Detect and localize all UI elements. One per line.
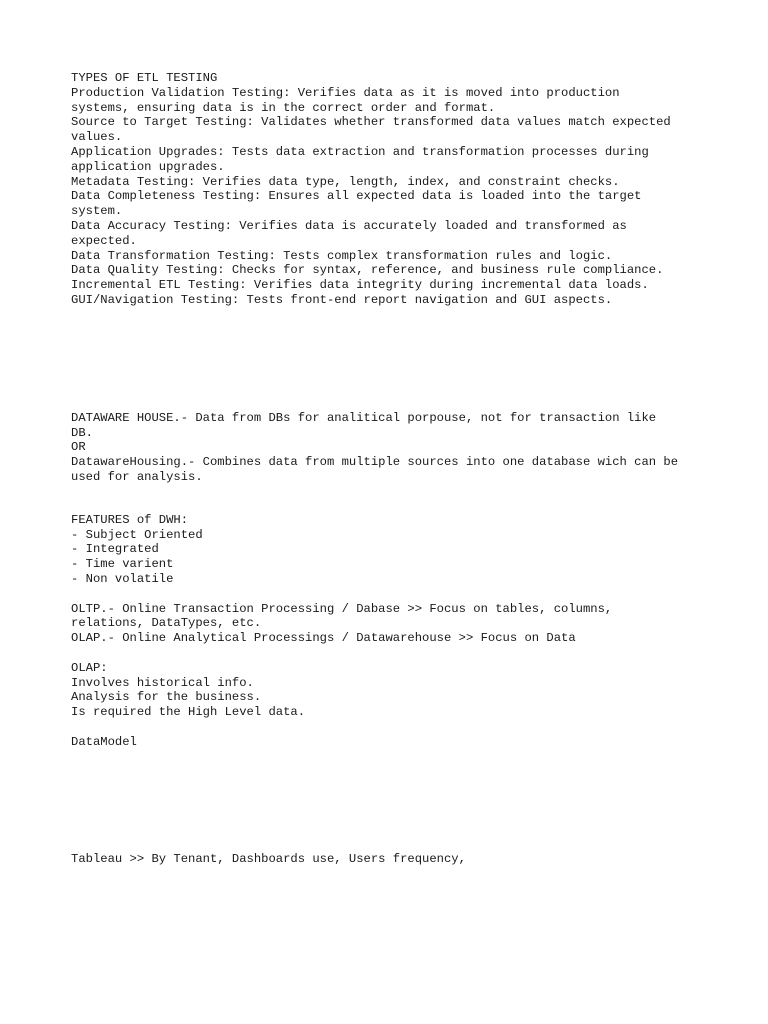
text-line: Data Quality Testing: Checks for syntax, reference, and business rule compliance.	[71, 263, 664, 278]
datamodel-section	[71, 735, 711, 750]
text-line: Data Transformation Testing: Tests complex transformation rules and logic.	[71, 248, 613, 263]
text-line: OLAP.- Online Analytical Processings / Datawarehouse >> Focus on Data	[71, 631, 576, 646]
text-line: OR	[71, 440, 86, 455]
blank-space	[71, 749, 711, 852]
text-line: expected.	[71, 233, 137, 248]
text-line: Application Upgrades: Tests data extraction and transformation processes during	[71, 144, 649, 159]
text-line: Analysis for the business.	[71, 690, 262, 705]
dwh-definition-section	[71, 411, 711, 485]
text-line: relations, DataTypes, etc.	[71, 616, 262, 631]
section-heading: TYPES OF ETL TESTING	[71, 71, 218, 85]
blank-space	[71, 485, 711, 513]
blank-space	[71, 646, 711, 661]
text-line: systems, ensuring data is in the correct order and format.	[71, 100, 496, 115]
text-line: values.	[71, 130, 123, 145]
section-heading: DataModel	[71, 734, 137, 749]
text-line: DATAWARE HOUSE.- Data from DBs for analitical porpouse, not for transaction like	[71, 410, 657, 425]
text-line: Is required the High Level data.	[71, 705, 306, 720]
text-line: Involves historical info.	[71, 675, 254, 690]
text-line: system.	[71, 204, 123, 219]
etl-testing-section	[71, 71, 711, 308]
text-line: Production Validation Testing: Verifies data as it is moved into production	[71, 85, 620, 100]
list-item: - Subject Oriented	[71, 527, 203, 542]
oltp-olap-section	[71, 602, 711, 646]
text-line: GUI/Navigation Testing: Tests front-end report navigation and GUI aspects.	[71, 292, 613, 307]
text-line: Tableau >> By Tenant, Dashboards use, Users frequency,	[71, 852, 466, 867]
list-item: - Non volatile	[71, 571, 174, 586]
section-heading: OLAP:	[71, 660, 108, 675]
blank-space	[71, 587, 711, 602]
text-line: used for analysis.	[71, 469, 203, 484]
text-line: Data Accuracy Testing: Verifies data is accurately loaded and transformed as	[71, 218, 627, 233]
text-line: Metadata Testing: Verifies data type, length, index, and constraint checks.	[71, 174, 620, 189]
text-line: Data Completeness Testing: Ensures all expected data is loaded into the target	[71, 189, 642, 204]
tableau-section	[71, 852, 711, 867]
section-heading: FEATURES of DWH:	[71, 512, 189, 527]
text-line: OLTP.- Online Transaction Processing / Dabase >> Focus on tables, columns,	[71, 601, 613, 616]
blank-space	[71, 308, 711, 411]
text-line: Incremental ETL Testing: Verifies data integrity during incremental data loads.	[71, 278, 649, 293]
blank-space	[71, 720, 711, 735]
document-body	[71, 71, 711, 867]
dwh-features-section	[71, 513, 711, 587]
list-item: - Integrated	[71, 542, 159, 557]
text-line: DB.	[71, 425, 93, 440]
olap-section	[71, 661, 711, 720]
text-line: DatawareHousing.- Combines data from multiple sources into one database wich can be	[71, 455, 679, 470]
text-line: application upgrades.	[71, 159, 225, 174]
text-line: Source to Target Testing: Validates whether transformed data values match expected	[71, 115, 671, 130]
list-item: - Time varient	[71, 557, 174, 572]
